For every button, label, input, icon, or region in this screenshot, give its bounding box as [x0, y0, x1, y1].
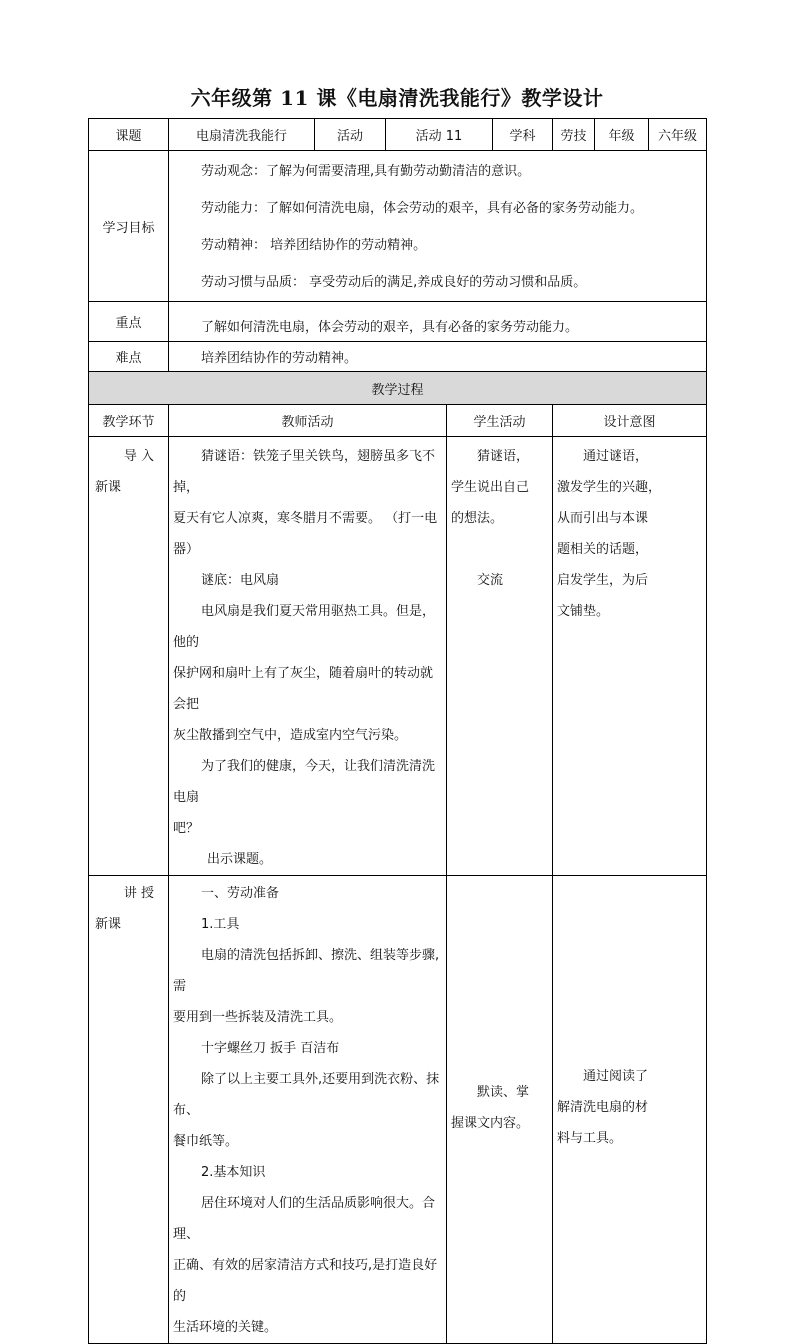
intent-line: 从而引出与本课 — [557, 511, 649, 526]
teach-intent — [553, 876, 707, 1344]
key-point-row — [89, 302, 707, 342]
teacher-line: 夏天有它人凉爽，寒冬腊月不需要。 （打一电器） — [173, 511, 438, 557]
intent-line: 题相关的话题， — [557, 542, 649, 557]
student-line: 的想法。 — [451, 511, 504, 526]
intro-stage-b: 新课 — [95, 480, 122, 495]
intent-line: 通过谜语， — [583, 449, 649, 464]
lesson-table — [88, 118, 707, 1344]
intent-line: 启发学生，为后 — [557, 573, 649, 588]
goal-item: 劳动精神： 培养团结协作的劳动精神。 — [201, 238, 427, 253]
teacher-line: 居住环境对人们的生活品质影响很大。合理、 — [173, 1196, 436, 1242]
topic-label: 课题 — [89, 119, 169, 151]
info-row — [89, 119, 707, 151]
teach-stage — [89, 876, 169, 1344]
goals-label: 学习目标 — [89, 151, 169, 302]
intro-intent — [553, 437, 707, 876]
student-line: 默读、掌 — [477, 1084, 530, 1100]
process-header: 教学过程 — [89, 372, 707, 405]
teacher-line: 电风扇是我们夏天常用驱热工具。但是，他的 — [173, 604, 436, 650]
teacher-line: 一、劳动准备 — [201, 886, 280, 901]
teacher-line: 1.工具 — [201, 917, 240, 932]
teacher-line: 十字螺丝刀 扳手 百洁布 — [201, 1041, 340, 1056]
teacher-line: 电扇的清洗包括拆卸、擦洗、组装等步骤,需 — [173, 948, 440, 994]
goals-content — [169, 151, 707, 302]
key-point-label: 重点 — [89, 302, 169, 342]
teacher-line: 出示课题。 — [207, 852, 273, 867]
intro-stage-a: 导 入 — [123, 449, 154, 464]
column-header-row — [89, 405, 707, 437]
activity-label: 活动 — [315, 119, 386, 151]
column-header-teacher: 教师活动 — [169, 405, 447, 437]
teacher-line: 除了以上主要工具外,还要用到洗衣粉、抹布、 — [173, 1072, 440, 1118]
teacher-line: 为了我们的健康，今天，让我们清洗清洗电扇 — [173, 759, 436, 805]
intro-student — [447, 437, 553, 876]
teacher-line: 正确、有效的居家清洁方式和技巧,是打造良好的 — [173, 1258, 438, 1304]
goal-item: 劳动能力：了解如何清洗电扇，体会劳动的艰辛，具有必备的家务劳动能力。 — [201, 201, 644, 216]
teacher-line: 保护网和扇叶上有了灰尘，随着扇叶的转动就会把 — [173, 666, 434, 712]
teach-teacher — [169, 876, 447, 1344]
student-line: 学生说出自己 — [451, 480, 530, 495]
intent-line: 解清洗电扇的材 — [557, 1100, 649, 1115]
key-point-text: 了解如何清洗电扇，体会劳动的艰辛，具有必备的家务劳动能力。 — [169, 302, 707, 342]
teacher-line: 猜谜语：铁笼子里关铁鸟，翅膀虽多飞不掉， — [173, 449, 436, 495]
subject-value: 劳技 — [553, 119, 595, 151]
topic-value: 电扇清洗我能行 — [169, 119, 315, 151]
difficulty-label: 难点 — [89, 342, 169, 372]
teach-stage-a: 讲 授 — [123, 886, 154, 901]
teach-student — [447, 876, 553, 1344]
grade-label: 年级 — [595, 119, 649, 151]
goal-item: 劳动习惯与品质： 享受劳动后的满足,养成良好的劳动习惯和品质。 — [201, 275, 587, 290]
teacher-line: 谜底：电风扇 — [201, 573, 280, 588]
student-line: 猜谜语， — [477, 449, 530, 464]
lesson-plan-table — [88, 118, 706, 1335]
process-header-row — [89, 372, 707, 405]
teacher-line: 吧？ — [173, 821, 200, 836]
intent-line: 文铺垫。 — [557, 604, 610, 619]
teach-stage-b: 新课 — [95, 917, 122, 932]
intent-line: 料与工具。 — [557, 1131, 623, 1146]
intro-row — [89, 437, 707, 876]
teacher-line: 餐巾纸等。 — [173, 1134, 239, 1149]
goal-item: 劳动观念：了解为何需要清理,具有勤劳动勤清洁的意识。 — [201, 164, 531, 179]
column-header-student: 学生活动 — [447, 405, 553, 437]
teacher-line: 灰尘散播到空气中，造成室内空气污染。 — [173, 728, 408, 743]
document-title: 六年级第 11 课《电扇清洗我能行》教学设计 — [190, 86, 604, 110]
teacher-line: 生活环境的关键。 — [173, 1320, 278, 1335]
student-line: 交流 — [477, 573, 504, 588]
teacher-line: 2.基本知识 — [201, 1165, 266, 1180]
intro-teacher — [169, 437, 447, 876]
difficulty-row — [89, 342, 707, 372]
grade-value: 六年级 — [649, 119, 707, 151]
intent-line: 通过阅读了 — [583, 1069, 649, 1084]
column-header-stage: 教学环节 — [89, 405, 169, 437]
intro-stage — [89, 437, 169, 876]
teacher-line: 要用到一些拆装及清洗工具。 — [173, 1010, 343, 1025]
subject-label: 学科 — [493, 119, 553, 151]
activity-value: 活动 11 — [386, 119, 493, 151]
intent-line: 激发学生的兴趣， — [557, 480, 662, 495]
student-line — [451, 534, 550, 565]
difficulty-text: 培养团结协作的劳动精神。 — [169, 342, 707, 372]
column-header-intent: 设计意图 — [553, 405, 707, 437]
teach-row — [89, 876, 707, 1344]
student-line: 握课文内容。 — [451, 1115, 530, 1131]
goals-row — [89, 151, 707, 302]
